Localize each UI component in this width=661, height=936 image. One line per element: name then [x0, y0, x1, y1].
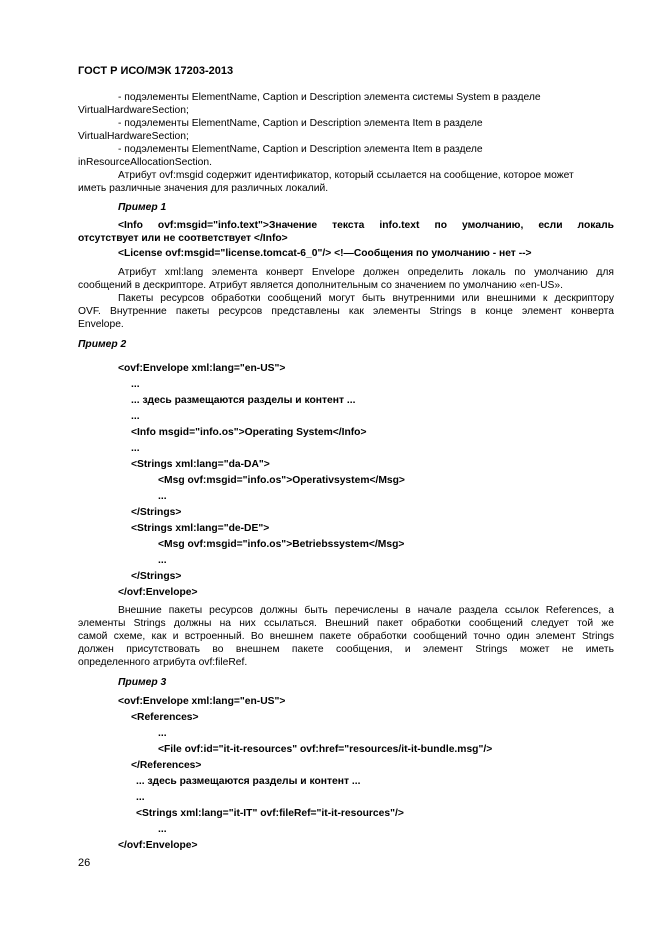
example-2-code-line: ... здесь размещаются разделы и контент ... [131, 395, 356, 406]
example-3-code-line: <ovf:Envelope xml:lang="en-US"> [118, 696, 286, 707]
document-header: ГОСТ Р ИСО/МЭК 17203-2013 [78, 65, 234, 77]
example-3-heading: Пример 3 [118, 677, 167, 688]
example-2-code-line: <Msg ovf:msgid="info.os">Operativsystem</Msg> [158, 475, 405, 486]
intro-line: - подэлементы ElementName, Caption и Description элемента Item в разделе [118, 144, 483, 155]
intro-line: иметь различные значения для различных локалий. [78, 183, 329, 194]
example-2-code-line: ... [131, 411, 140, 422]
example-3-code-line: <References> [131, 712, 199, 723]
intro-line: - подэлементы ElementName, Caption и Description элемента Item в разделе [118, 118, 483, 129]
example-2-code-line: <ovf:Envelope xml:lang="en-US"> [118, 363, 286, 374]
example-2-code-line: </Strings> [131, 571, 182, 582]
page-number: 26 [78, 857, 91, 869]
paragraph-line: должен присутствовать во внешнем пакете сообщения, и элемент Strings может не иметь [78, 644, 614, 655]
example-2-code-line: ... [158, 491, 167, 502]
example-2-heading: Пример 2 [78, 339, 127, 350]
paragraph-line: Атрибут xml:lang элемента конверт Envelope должен определить локаль по умолчанию для [118, 267, 614, 278]
example-3-code-line: <File ovf:id="it-it-resources" ovf:href="resources/it-it-bundle.msg"/> [158, 744, 493, 755]
example-3-code-line: <Strings xml:lang="it-IT" ovf:fileRef="it-it-resources"/> [136, 808, 404, 819]
example-1-code-line: <License ovf:msgid="license.tomcat-6_0"/> <!—Сообщения по умолчанию - нет --> [118, 248, 532, 259]
paragraph-line: Envelope. [78, 319, 124, 330]
paragraph-line: OVF. Внутренние пакеты ресурсов представлены как элементы Strings в конце элемент конверта [78, 306, 614, 317]
paragraph-line: элементы Strings должны на них ссылаться. Внешний пакет обработки сообщений следует той же [78, 618, 614, 629]
intro-line: Атрибут ovf:msgid содержит идентификатор, который ссылается на сообщение, которое может [118, 170, 574, 181]
example-2-code-line: </ovf:Envelope> [118, 587, 198, 598]
example-2-code-line: ... [131, 379, 140, 390]
example-2-code-line: <Info msgid="info.os">Operating System</Info> [131, 427, 367, 438]
example-3-code-line: ... [136, 792, 145, 803]
example-3-code-line: </References> [131, 760, 202, 771]
example-2-code-line: </Strings> [131, 507, 182, 518]
intro-line: - подэлементы ElementName, Caption и Description элемента системы System в разделе [118, 92, 541, 103]
example-1-code-line: <Info ovf:msgid="info.text">Значение текста info.text по умолчанию, если локаль [118, 220, 614, 231]
example-1-code-line: отсутствует или не соответствует </Info> [78, 233, 288, 244]
intro-line: VirtualHardwareSection; [78, 131, 189, 142]
example-3-code-line: ... здесь размещаются разделы и контент ... [136, 776, 361, 787]
example-1-heading: Пример 1 [118, 202, 167, 213]
example-3-code-line: ... [158, 728, 167, 739]
example-2-code-line: ... [158, 555, 167, 566]
paragraph-line: Внешние пакеты ресурсов должны быть перечислены в начале раздела ссылок References, а [118, 605, 614, 616]
paragraph-line: самой схеме, как и встроенный. Во внешнем пакете обработки сообщений точно один элемент Strings [78, 631, 614, 642]
example-2-code-line: ... [131, 443, 140, 454]
example-3-code-line: ... [158, 824, 167, 835]
paragraph-line: сообщений в дескрипторе. Атрибут является дополнительным со значением по умолчанию «en-US». [78, 280, 563, 291]
intro-line: VirtualHardwareSection; [78, 105, 189, 116]
example-3-code-line: </ovf:Envelope> [118, 840, 198, 851]
example-2-code-line: <Msg ovf:msgid="info.os">Betriebssystem</Msg> [158, 539, 405, 550]
example-2-code-line: <Strings xml:lang="de-DE"> [131, 523, 270, 534]
paragraph-line: Пакеты ресурсов обработки сообщений могут быть внутренними или внешними к дескриптору [118, 293, 614, 304]
intro-line: inResourceAllocationSection. [78, 157, 212, 168]
paragraph-line: определенного атрибута ovf:fileRef. [78, 657, 248, 668]
example-2-code-line: <Strings xml:lang="da-DA"> [131, 459, 270, 470]
